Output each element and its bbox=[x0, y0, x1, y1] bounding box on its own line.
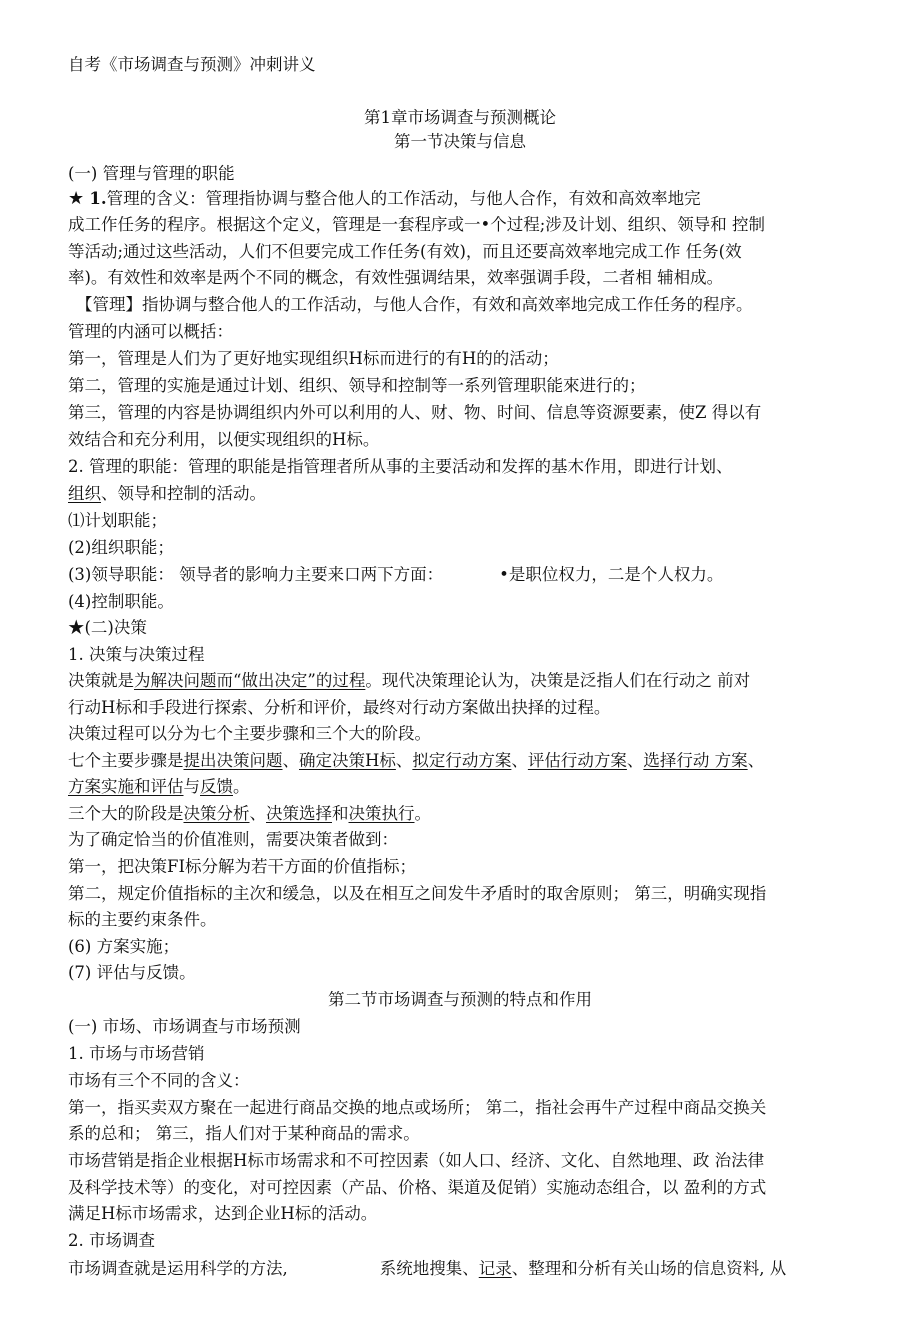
paragraph-line: 1. 决策与决策过程 bbox=[68, 645, 205, 664]
function-item: (2)组织职能； bbox=[68, 538, 174, 557]
star-icon: ★ bbox=[68, 188, 85, 209]
paragraph-line: 2. 市场调查 bbox=[68, 1231, 155, 1250]
paragraph-line: 行动H标和手段进行探索、分析和评价，最终对行动方案做出抉择的过程。 bbox=[68, 698, 611, 717]
paragraph-line: 第二，管理的实施是通过计划、组织、领导和控制等一系列管理职能來进行的； bbox=[68, 376, 646, 395]
function-item: (4)控制职能。 bbox=[68, 592, 174, 611]
chapter-title: 第1章市场调查与预测概论 bbox=[364, 108, 556, 127]
paragraph-line: 方案实施和评估与反馈。 bbox=[68, 777, 250, 796]
paragraph-line: 市场有三个不同的含义： bbox=[68, 1071, 250, 1090]
paragraph-line: 七个主要步骤是提出决策问题、确定决策H标、拟定行动方案、评估行动方案、选择行动 方案、 bbox=[68, 751, 765, 770]
paragraph-line: 决策过程可以分为七个主要步骤和三个大的阶段。 bbox=[68, 724, 431, 743]
paragraph-line: 第一，指买卖双方聚在一起进行商品交换的地点或场所； 第二，指社会再牛产过程中商品交换关 bbox=[68, 1098, 767, 1117]
paragraph-line: 1. 市场与市场营销 bbox=[68, 1044, 205, 1063]
paragraph-line: 决策就是为解决问题而“做出决定”的过程。现代决策理论认为，决策是泛指人们在行动之 前对 bbox=[68, 671, 751, 690]
list-item: (7) 评估与反馈。 bbox=[68, 963, 196, 982]
paragraph-line: 率)。有效性和效率是两个不同的概念，有效性强调结果，效率强调手段，二者相 辅相成。 bbox=[68, 268, 724, 287]
paragraph-line: 为了确定恰当的价值准则，需要决策者做到： bbox=[68, 830, 398, 849]
heading-decision: ★(二)决策 bbox=[68, 618, 147, 637]
paragraph-management-box: 【管理】指协调与整合他人的工作活动，与他人合作，有效和高效率地完成工作任务的程序。 bbox=[76, 295, 753, 314]
paragraph-line: 及科学技术等）的变化，对可控因素（产品、价格、渠道及促销）实施动态组合，以 盈利的方式 bbox=[68, 1178, 767, 1197]
paragraph-line: 市场营销是指企业根据H标市场需求和不可控因素（如人口、经济、文化、自然地理、政 治法律 bbox=[68, 1151, 765, 1170]
paragraph-line: 市场调查就是运用科学的方法, 系统地搜集、记录、整理和分析有关山场的信息资料, 从 bbox=[68, 1259, 787, 1278]
heading-market: (一) 市场、市场调查与市场预测 bbox=[68, 1017, 301, 1036]
heading-management: (一) 管理与管理的职能 bbox=[68, 164, 235, 183]
paragraph-line: 第三，管理的内容是协调组织内外可以利用的人、财、物、时间、信息等资源要素，使Z 得以有 bbox=[68, 403, 762, 422]
paragraph-line: 组织、领导和控制的活动。 bbox=[68, 484, 266, 503]
section1-title: 第一节决策与信息 bbox=[394, 132, 526, 151]
list-item: (6) 方案实施； bbox=[68, 937, 180, 956]
paragraph-line: 三个大的阶段是决策分析、决策选择和决策执行。 bbox=[68, 804, 431, 823]
paragraph-line: 效结合和充分利用，以便实现组织的H标。 bbox=[68, 430, 380, 449]
paragraph-line: 等活动;通过这些活动，人们不但要完成工作任务(有效)，而且还要高效率地完成工作 任务(效 bbox=[68, 242, 742, 261]
paragraph-management-def: ★ 1.管理的含义：管理指协调与整合他人的工作活动，与他人合作，有效和高效率地完 bbox=[68, 188, 701, 209]
function-item: ⑴计划职能； bbox=[68, 511, 167, 530]
doc-title: 自考《市场调查与预测》冲刺讲义 bbox=[68, 55, 316, 74]
paragraph-line: 第一，管理是人们为了更好地实现组织H标而进行的有H的的活动； bbox=[68, 349, 559, 368]
paragraph-line: 2. 管理的职能：管理的职能是指管理者所从事的主要活动和发挥的基木作用，即进行计划、 bbox=[68, 457, 733, 476]
function-item: (3)领导职能： 领导者的影响力主要来口两下方面： •是职位权力，二是个人权力。 bbox=[68, 565, 724, 584]
paragraph-line: 第二，规定价值指标的主次和缓急，以及在相互之间发牛矛盾时的取舍原则； 第三，明确实现指 bbox=[68, 884, 767, 903]
paragraph-line: 第一，把决策FI标分解为若干方面的价值指标； bbox=[68, 857, 416, 876]
paragraph-line: 满足H标市场需求，达到企业H标的活动。 bbox=[68, 1204, 378, 1223]
section2-title: 第二节市场调查与预测的特点和作用 bbox=[328, 990, 592, 1009]
paragraph-line: 系的总和； 第三，指人们对于某种商品的需求。 bbox=[68, 1124, 420, 1143]
paragraph-line: 标的主要约束条件。 bbox=[68, 910, 217, 929]
paragraph-line: 管理的内涵可以概括： bbox=[68, 322, 233, 341]
paragraph-line: 成工作任务的程序。根据这个定义，管理是一套程序或一•个过程;涉及计划、组织、领导和 控制 bbox=[68, 215, 766, 234]
